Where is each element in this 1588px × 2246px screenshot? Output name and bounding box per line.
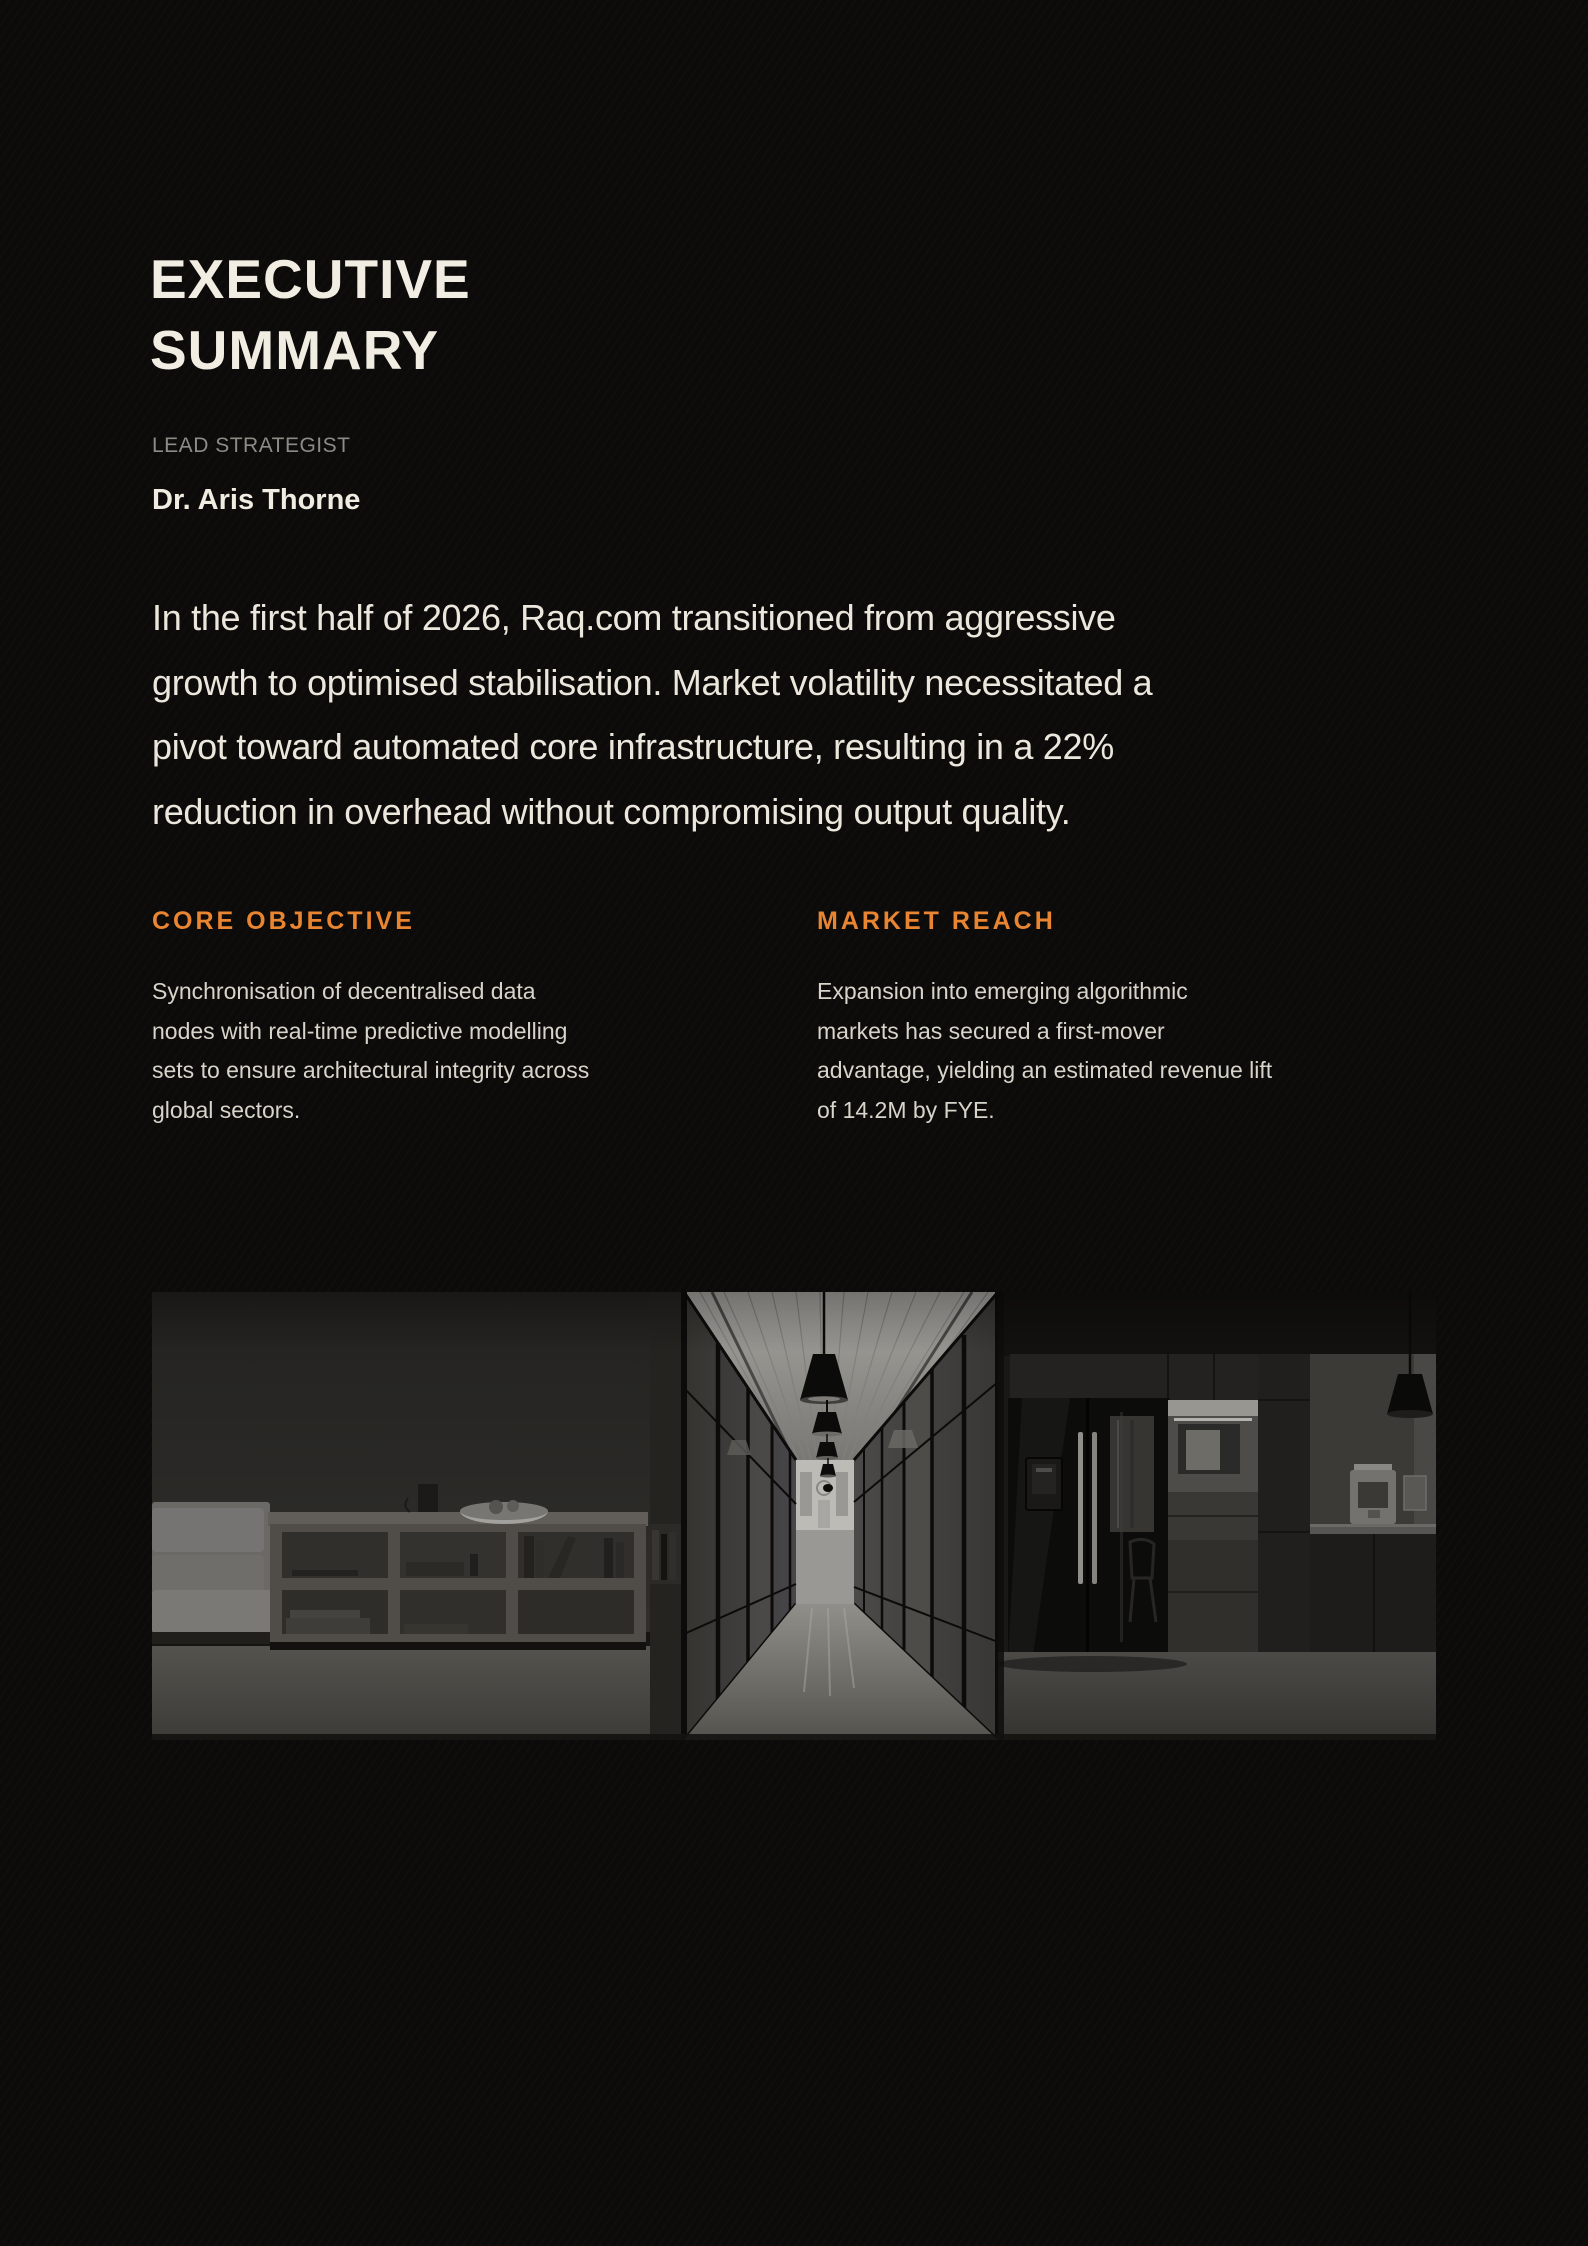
fridge-dispenser <box>1026 1458 1062 1510</box>
lounge-sofa <box>152 1502 284 1644</box>
body-line: global sectors. <box>152 1096 301 1123</box>
hallway-section <box>650 1292 998 1740</box>
body-line: Expansion into emerging algorithmic <box>817 978 1188 1004</box>
lounge-section <box>152 1292 650 1740</box>
core-objective-body <box>152 972 667 1130</box>
upper-cabinets <box>1010 1354 1258 1400</box>
fridge-handle-left <box>1078 1432 1083 1584</box>
body-line: sets to ensure architectural integrity across <box>152 1057 590 1083</box>
page-title-line-1: EXECUTIVE <box>150 248 471 310</box>
page-header <box>150 244 471 386</box>
market-reach-body <box>817 972 1332 1130</box>
body-line: of 14.2M by FYE. <box>817 1096 995 1123</box>
body-line: Synchronisation of decentralised data <box>152 978 536 1004</box>
credenza-shelf <box>268 1512 648 1650</box>
kitchen-section <box>997 1292 1436 1740</box>
intro-line: growth to optimised stabilisation. Market volatility necessitated a <box>152 661 1153 703</box>
oven-column <box>1168 1400 1258 1652</box>
intro-paragraph <box>152 586 1152 844</box>
fridge-handle-right <box>1092 1432 1097 1584</box>
section-core-objective <box>152 906 667 1130</box>
page-title <box>150 244 471 386</box>
page-title-line-2: SUMMARY <box>150 319 440 381</box>
intro-line: reduction in overhead without compromising output quality. <box>152 790 1071 832</box>
market-reach-heading: MARKET REACH <box>817 907 1056 935</box>
picture-frame <box>1404 1476 1426 1510</box>
body-line: advantage, yielding an estimated revenue lift <box>817 1057 1273 1083</box>
core-objective-heading: CORE OBJECTIVE <box>152 907 415 935</box>
intro-line: pivot toward automated core infrastructure, resulting in a 22% <box>152 726 1114 767</box>
body-line: markets has secured a first-mover <box>817 1017 1165 1044</box>
office-interior-illustration <box>152 1292 1436 1740</box>
office-interior-photo <box>152 1292 1436 1740</box>
tall-cabinet <box>1258 1354 1310 1652</box>
corridor-end-wall <box>786 1460 864 1604</box>
counter-area <box>1310 1524 1436 1652</box>
author-name: Dr. Aris Thorne <box>152 484 361 516</box>
intro-line: In the first half of 2026, Raq.com transitioned from aggressive <box>152 597 1116 638</box>
byline <box>152 433 360 517</box>
section-market-reach <box>817 906 1332 1130</box>
two-column-section <box>152 906 1332 1130</box>
coffee-machine <box>1350 1464 1396 1524</box>
author-role-label: LEAD STRATEGIST <box>152 434 351 457</box>
body-line: nodes with real-time predictive modelling <box>152 1017 568 1044</box>
fridge <box>1008 1398 1170 1664</box>
